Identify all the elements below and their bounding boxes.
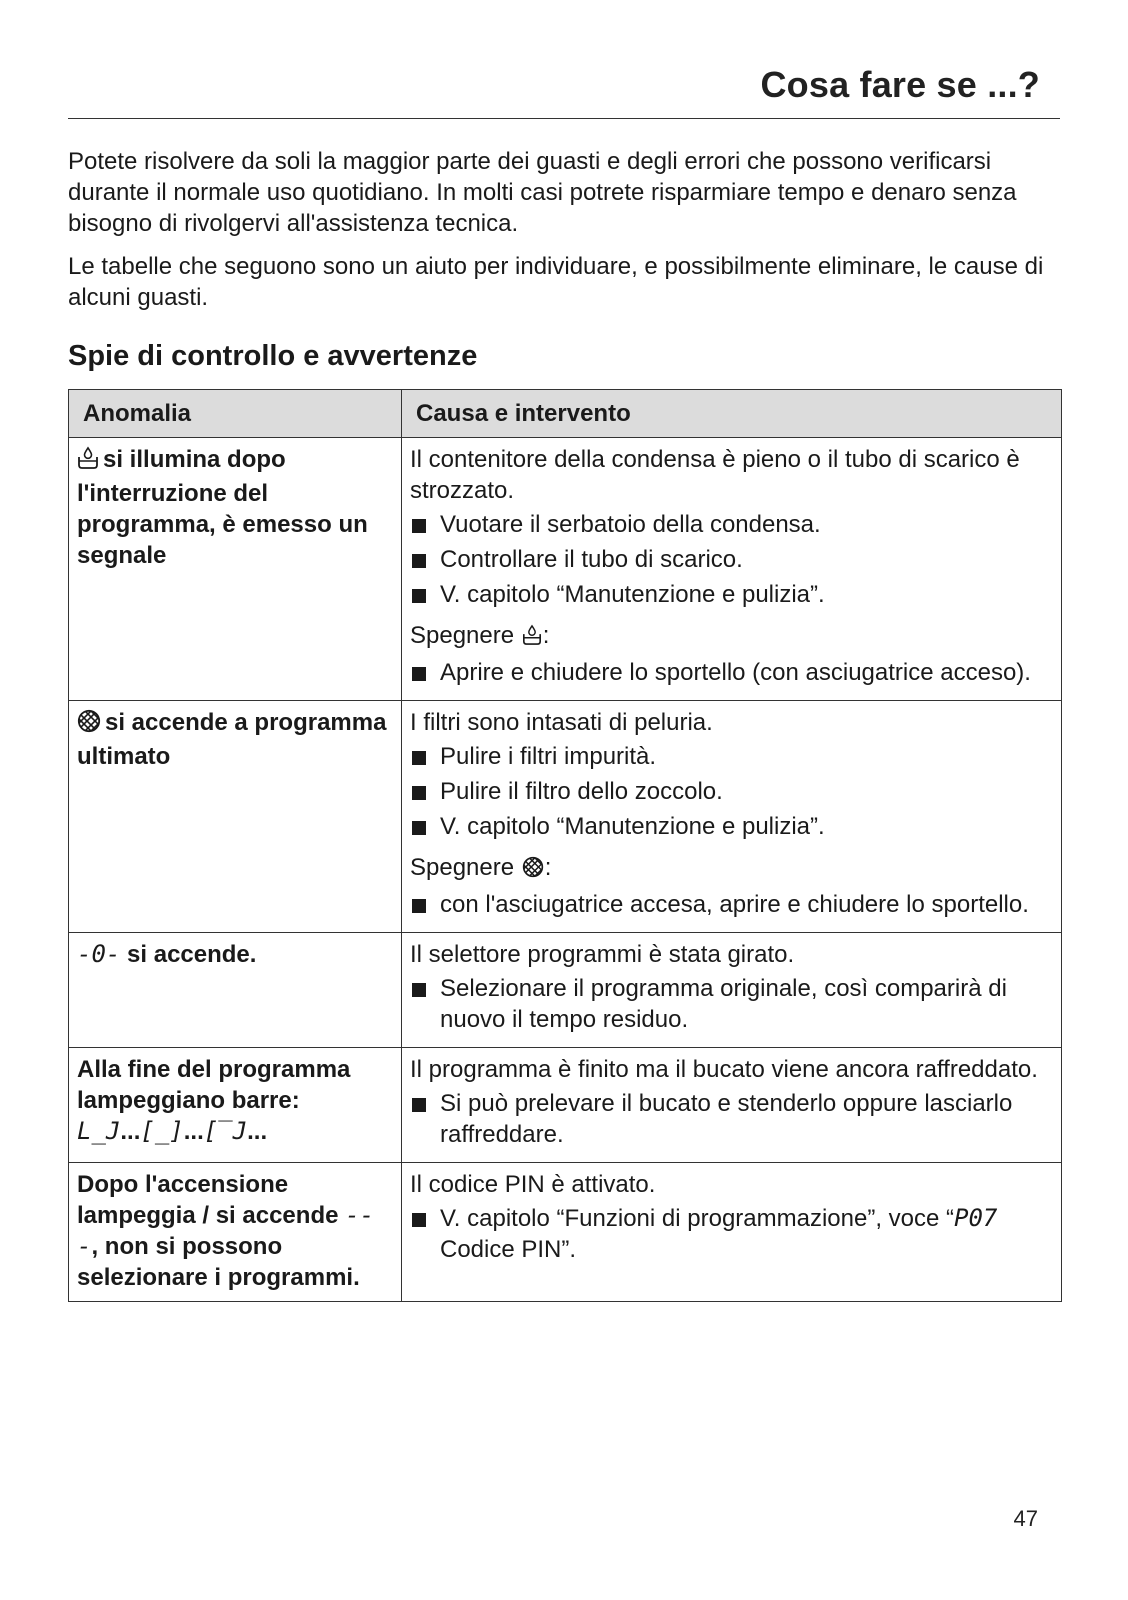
display-segment: [_] <box>140 1117 184 1145</box>
list-item: Controllare il tubo di scarico. <box>410 544 1053 575</box>
ellipsis: ... <box>183 1118 204 1145</box>
display-segment: P07 <box>954 1204 998 1232</box>
list-item: Selezionare il programma originale, così comparirà di nuovo il tempo residuo. <box>410 973 1053 1035</box>
anomaly-text: Alla fine del programma lampeggiano barre: <box>77 1056 351 1114</box>
cause-text: Il selettore programmi è stata girato. <box>410 941 795 968</box>
intro-paragraph: Potete risolvere da soli la maggior parte dei guasti e degli errori che possono verificarsi durante il normale uso quotidiano. In molti casi potrete risparmiare tempo e denaro senza bisogno di rivolgervi all'assistenza tecnica. <box>68 148 1017 237</box>
cause-cell <box>402 1048 1062 1163</box>
anomaly-cell <box>69 1163 402 1302</box>
list-item: Pulire i filtri impurità. <box>410 741 1053 772</box>
anomaly-text: si accende a programma ultimato <box>77 709 387 770</box>
step-list <box>410 889 1053 920</box>
cause-text: I filtri sono intasati di peluria. <box>410 709 713 736</box>
list-item: V. capitolo “Manutenzione e pulizia”. <box>410 579 1053 610</box>
ellipsis: ... <box>247 1118 268 1145</box>
step-list <box>410 973 1053 1035</box>
intro-paragraph: Le tabelle che seguono sono un aiuto per individuare, e possibilmente eliminare, le cause di alcuni guasti. <box>68 253 1044 311</box>
bars-display <box>77 1116 393 1147</box>
cause-text: Il programma è finito ma il bucato viene ancora raffreddato. <box>410 1056 1038 1083</box>
column-header-anomaly: Anomalia <box>69 390 402 438</box>
ellipsis: ... <box>120 1118 141 1145</box>
list-item <box>410 1203 1053 1265</box>
table-header-row <box>69 390 1062 438</box>
section-heading: Spie di controllo e avvertenze <box>68 340 478 372</box>
page-title: Cosa fare se ...? <box>760 64 1040 105</box>
anomaly-text: si illumina dopo l'interruzione del programma, è emesso un segnale <box>77 446 368 569</box>
condensate-icon <box>77 446 99 478</box>
cause-text: Il contenitore della condensa è pieno o il tubo di scarico è strozzato. <box>410 446 1020 504</box>
table-row <box>69 438 1062 701</box>
list-item: Vuotare il serbatoio della condensa. <box>410 509 1053 540</box>
anomaly-text: , non si possono selezionare i programmi. <box>77 1233 360 1291</box>
display-segment: -0- <box>77 940 121 968</box>
step-list <box>410 509 1053 610</box>
condensate-icon <box>522 623 542 654</box>
anomaly-cell <box>69 933 402 1048</box>
switch-off-text: Spegnere <box>410 622 515 649</box>
switch-off-label <box>410 620 1053 654</box>
step-text: V. capitolo “Funzioni di programmazione”, voce “ <box>440 1205 955 1232</box>
display-segment: L_J <box>77 1117 121 1145</box>
cause-cell <box>402 438 1062 701</box>
switch-off-text: Spegnere <box>410 854 515 881</box>
cause-cell <box>402 933 1062 1048</box>
switch-off-colon: : <box>544 854 552 881</box>
anomaly-cell <box>69 1048 402 1163</box>
list-item: con l'asciugatrice accesa, aprire e chiudere lo sportello. <box>410 889 1053 920</box>
table-row <box>69 1163 1062 1302</box>
step-list <box>410 741 1053 842</box>
cause-text: Il codice PIN è attivato. <box>410 1171 656 1198</box>
filter-icon <box>77 709 101 741</box>
table-row <box>69 701 1062 933</box>
list-item: Si può prelevare il bucato e stenderlo oppure lasciarlo raffreddare. <box>410 1088 1053 1150</box>
list-item: Pulire il filtro dello zoccolo. <box>410 776 1053 807</box>
anomaly-cell <box>69 701 402 933</box>
column-header-cause: Causa e intervento <box>402 390 1062 438</box>
display-segment: [‾J <box>203 1117 248 1145</box>
anomaly-text: si accende. <box>127 941 257 968</box>
step-list <box>410 1203 1053 1265</box>
cause-cell <box>402 701 1062 933</box>
filter-icon <box>522 855 544 886</box>
switch-off-label <box>410 852 1053 886</box>
anomaly-text: Dopo l'accensione lampeggia / si accende <box>77 1171 339 1229</box>
step-list <box>410 657 1053 688</box>
anomaly-cell <box>69 438 402 701</box>
title-divider <box>68 118 1060 119</box>
cause-cell <box>402 1163 1062 1302</box>
list-item: Aprire e chiudere lo sportello (con asciugatrice acceso). <box>410 657 1053 688</box>
list-item: V. capitolo “Manutenzione e pulizia”. <box>410 811 1053 842</box>
troubleshooting-table <box>68 389 1062 1302</box>
intro-text <box>68 146 1060 325</box>
display-segment: --- <box>77 1201 375 1260</box>
step-list <box>410 1088 1053 1150</box>
table-row <box>69 933 1062 1048</box>
switch-off-colon: : <box>542 622 550 649</box>
page-number: 47 <box>1013 1506 1038 1531</box>
table-row <box>69 1048 1062 1163</box>
step-text: Codice PIN”. <box>440 1236 577 1263</box>
